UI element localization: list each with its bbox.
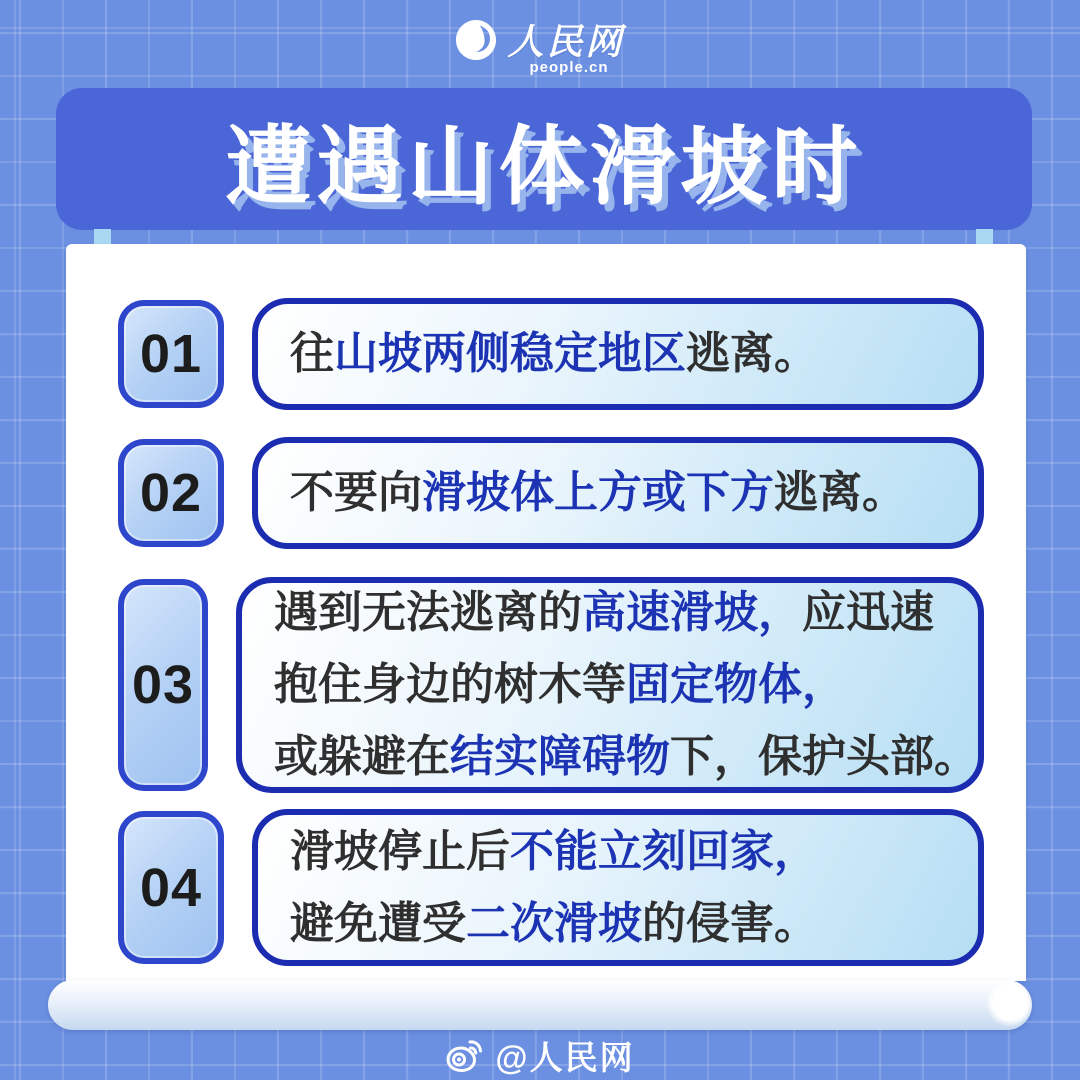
tip-lines: [274, 577, 978, 793]
tip-text-box: [252, 809, 984, 966]
tip-number-badge: [118, 439, 224, 547]
tip-number-badge: [118, 579, 208, 791]
tip-text-segment: 逃离。: [774, 468, 906, 517]
header: [0, 14, 1080, 76]
tip-lines: [290, 457, 978, 529]
scroll-bottom-curl: [48, 980, 1032, 1030]
tip-text-segment: 应迅速: [802, 588, 934, 637]
tip-text-box: [252, 437, 984, 549]
tip-highlight-segment: 固定物体，: [626, 660, 846, 709]
tip-number: 02: [139, 463, 203, 523]
people-cn-globe-icon: [455, 19, 497, 61]
weibo-handle: @人民网: [495, 1039, 635, 1076]
logo-subtext: people.cn: [529, 59, 609, 76]
tip-lines: [290, 816, 978, 960]
tip-text-segment: 避免遭受: [290, 898, 466, 948]
tip-text-box: [252, 298, 984, 410]
tip-highlight-segment: 山坡两侧稳定地区: [334, 329, 686, 378]
footer: [0, 1032, 1080, 1079]
tip-text-segment: 抱住身边的树木等: [274, 660, 626, 709]
tip-text-line: [290, 457, 978, 529]
tip-row: [118, 437, 984, 549]
tip-text-segment: 遇到无法逃离的: [274, 588, 582, 637]
tip-row: [118, 809, 984, 966]
tip-text-line: [274, 577, 978, 649]
tip-text-line: [290, 318, 978, 390]
tip-text-segment: 下，保护头部。: [670, 732, 978, 781]
tip-number: 03: [131, 655, 195, 715]
tip-number: 01: [139, 324, 203, 384]
tip-text-line: [290, 888, 978, 960]
tip-row: [118, 298, 984, 410]
tip-text-segment: 或躲避在: [274, 732, 450, 781]
tip-lines: [290, 318, 978, 390]
tip-text-line: [274, 649, 978, 721]
title-banner: [56, 88, 1032, 230]
tip-text-line: [290, 816, 978, 888]
tip-highlight-segment: 二次滑坡: [466, 898, 642, 948]
tip-row: [118, 577, 984, 793]
tip-text-segment: 逃离。: [686, 329, 818, 378]
tip-text-segment: 不要向: [290, 468, 422, 517]
tip-highlight-segment: 高速滑坡，: [582, 588, 802, 637]
tip-number: 04: [139, 857, 203, 918]
tip-text-box: [236, 577, 984, 793]
tip-number-badge: [118, 300, 224, 408]
tip-text-segment: 滑坡停止后: [290, 826, 510, 876]
page-title: 遭遇山体滑坡时: [225, 119, 863, 215]
tip-text-line: [274, 721, 978, 793]
tip-highlight-segment: 结实障碍物: [450, 732, 670, 781]
tip-text-segment: 往: [290, 329, 334, 378]
logo-text: 人民网: [507, 21, 625, 62]
tip-highlight-segment: 不能立刻回家，: [510, 826, 818, 876]
weibo-icon: [445, 1038, 485, 1074]
tip-number-badge: [118, 811, 224, 964]
tip-highlight-segment: 滑坡体上方或下方: [422, 468, 774, 517]
tip-text-segment: 的侵害。: [642, 898, 818, 948]
